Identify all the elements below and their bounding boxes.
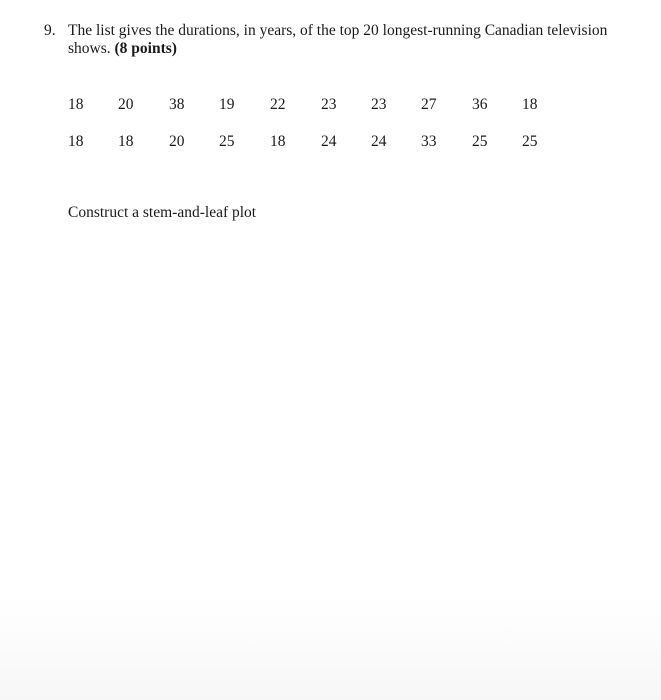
data-value: 18 (68, 133, 84, 150)
instruction-text: Construct a stem-and-leaf plot (68, 204, 257, 221)
data-value: 19 (219, 96, 235, 113)
data-value: 38 (169, 96, 185, 113)
data-value: 23 (321, 96, 337, 113)
question-number: 9. (44, 22, 56, 39)
data-row-1 (68, 96, 568, 116)
data-value: 24 (371, 133, 387, 150)
data-value: 25 (219, 133, 235, 150)
data-value: 20 (118, 96, 134, 113)
question-points: (8 points) (114, 40, 177, 57)
question-text (68, 22, 628, 58)
question-prompt: The list gives the durations, in years, of the top 20 longest-running Canadian television shows. (68, 22, 608, 57)
data-value: 18 (118, 133, 134, 150)
data-value: 18 (270, 133, 286, 150)
data-value: 18 (68, 96, 84, 113)
data-value: 20 (169, 133, 185, 150)
data-value: 23 (371, 96, 387, 113)
data-value: 27 (421, 96, 437, 113)
data-value: 36 (472, 96, 488, 113)
data-row-2 (68, 133, 568, 153)
data-value: 24 (321, 133, 337, 150)
data-value: 25 (472, 133, 488, 150)
data-value: 33 (421, 133, 437, 150)
data-value: 22 (270, 96, 286, 113)
data-value: 25 (522, 133, 538, 150)
data-value: 18 (522, 96, 538, 113)
